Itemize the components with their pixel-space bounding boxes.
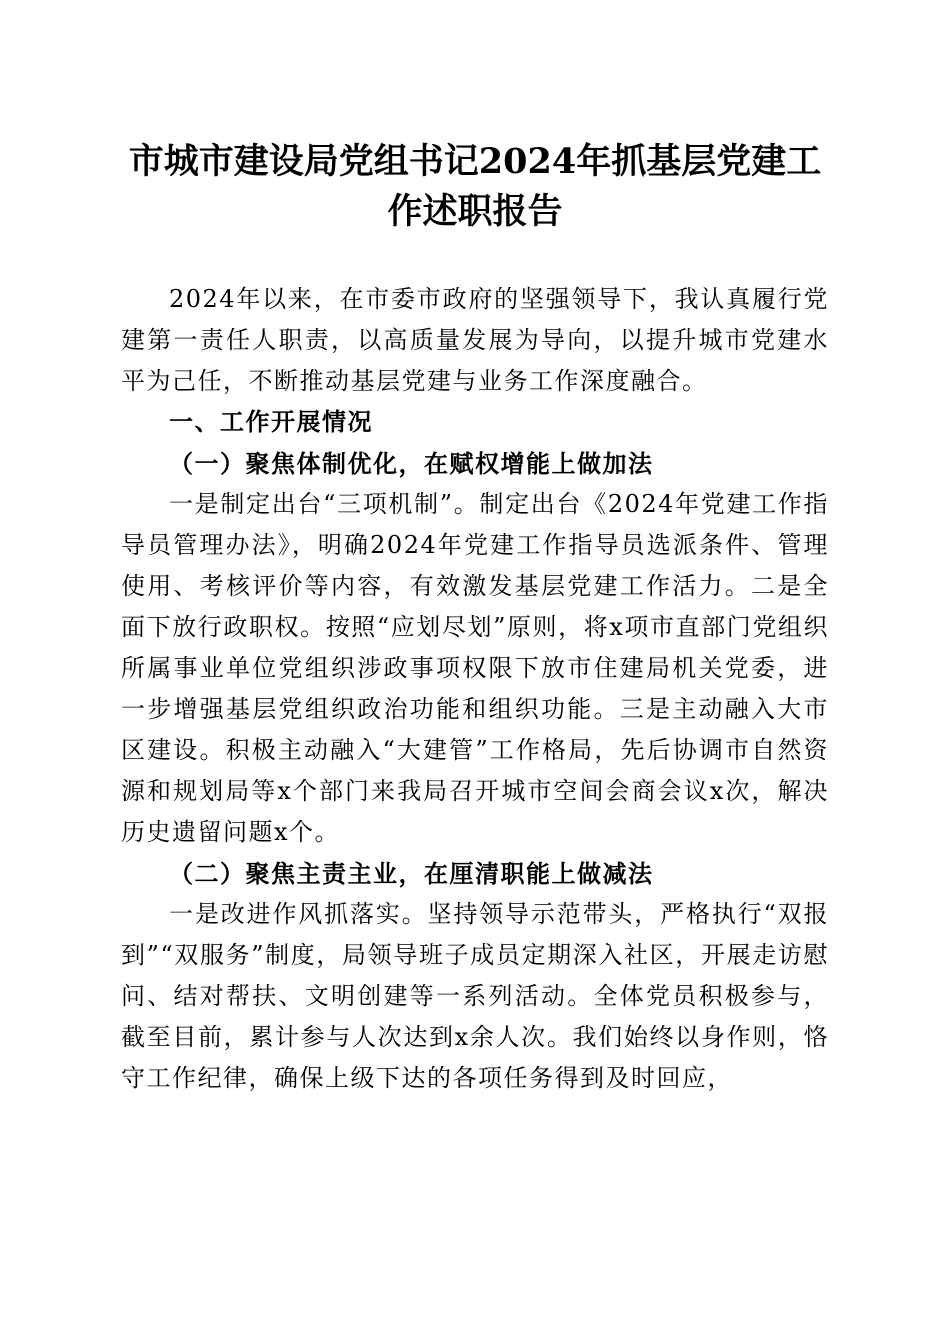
document-title-line-1: 市城市建设局党组书记2024年抓基层党建工 — [128, 141, 822, 182]
subsection-1-paragraph: 一是制定出台“三项机制”。制定出台《2024年党建工作指导员管理办法》，明确2024年党建工作指导员选派条件、管理使用、考核评价等内容，有效激发基层党建工作活力。二是全面下放行政职权。按照“应划尽划”原则，将x项市直部门党组织所属事业单位党组织涉政事项权限下放市住建局机关党委，进一步增强基层党组织政治功能和组织功能。三是主动融入大市区建设。积极主动融入“大建管”工作格局，先后协调市自然资源和规划局等x个部门来我局召开城市空间会商会议x次，解决历史遗留问题x个。 — [121, 490, 829, 846]
document-body — [121, 279, 829, 1099]
intro-paragraph: 2024年以来，在市委市政府的坚强领导下，我认真履行党建第一责任人职责，以高质量发展为导向，以提升城市党建水平为己任，不断推动基层党建与业务工作深度融合。 — [121, 285, 829, 395]
subsection-heading-2: （二）聚焦主责主业，在厘清职能上做减法 — [169, 859, 654, 888]
document-title-line-2: 作述职报告 — [387, 191, 563, 232]
subsection-heading-1: （一）聚焦体制优化，在赋权增能上做加法 — [169, 449, 654, 478]
section-heading-1: 一、工作开展情况 — [169, 408, 373, 436]
subsection-2-paragraph: 一是改进作风抓落实。坚持领导示范带头，严格执行“双报到”“双服务”制度，局领导班子成员定期深入社区，开展走访慰问、结对帮扶、文明创建等一系列活动。全体党员积极参与，截至目前，累计参与人次达到x余人次。我们始终以身作则，恪守工作纪律，确保上级下达的各项任务得到及时回应， — [121, 900, 829, 1092]
